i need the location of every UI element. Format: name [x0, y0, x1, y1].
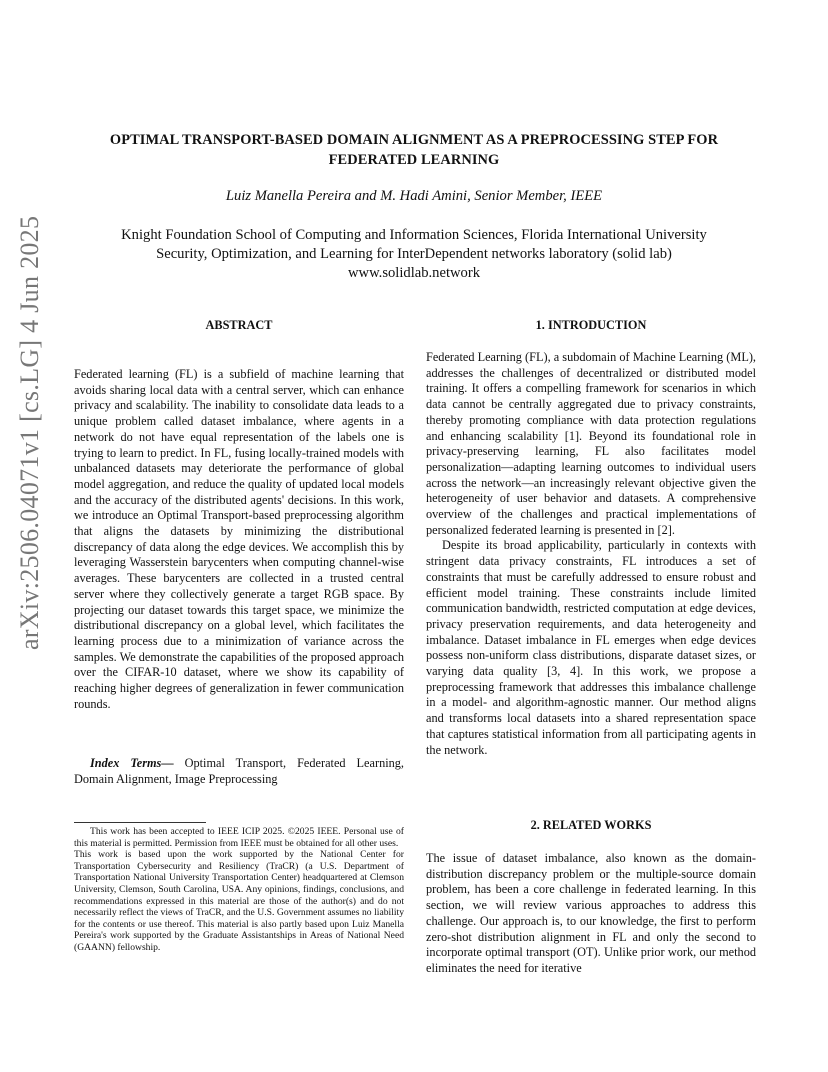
index-terms [74, 756, 404, 787]
footnote-funding: This work is based upon the work supported by the National Center for Transportation Cybersecurity and Resiliency (TraCR) (a U.S. Department of Transportation National University Transportation Center) headquartered at Clemson University, Clemson, South Carolina, USA. Any opinions, findings, conclusions, and recommendations expressed in this material are those of the author(s) and do not necessarily reflect the views of TraCR, and the U.S. Government assumes no liability for the contents or use thereof. This material is also partly based upon Luiz Manella Pereira's work supported by the Graduate Assistantships in Areas of National Need (GAANN) fellowship. [74, 849, 404, 953]
title-line-2: FEDERATED LEARNING [328, 152, 500, 168]
introduction-heading: 1. INTRODUCTION [535, 318, 647, 332]
arxiv-sidebar-stamp: arXiv:2506.04071v1 [cs.LG] 4 Jun 2025 [15, 215, 44, 650]
affiliation [40, 226, 788, 283]
affiliation-line-2: Security, Optimization, and Learning for InterDependent networks laboratory (solid lab) [156, 246, 672, 262]
introduction-paragraph-1: Federated Learning (FL), a subdomain of Machine Learning (ML), addresses the challenges of decentralized or distributed model training. It offers a compelling framework for scenarios in which data cannot be centrally aggregated due to privacy constraints, thereby promoting compliance with data protection regulations and enhancing scalability [1]. Beyond its foundational role in privacy-preserving learning, FL also facilitates model personalization—adapting learning outcomes to individual users across the network—an increasingly relevant objective given the heterogeneity of user behavior and datasets. A comprehensive overview of the challenges and practical implementations of personalized federated learning is presented in [2]. [426, 350, 756, 537]
affiliation-line-1: Knight Foundation School of Computing and Information Sciences, Florida International University [121, 227, 707, 243]
introduction-body [426, 350, 756, 758]
abstract-heading: ABSTRACT [205, 318, 273, 332]
affiliation-website: www.solidlab.network [348, 265, 480, 281]
footnote-divider [74, 822, 206, 823]
introduction-paragraph-2: Despite its broad applicability, particularly in contexts with stringent data privacy constraints, FL introduces a set of constraints that must be carefully addressed to ensure robust and efficient model training. These constraints include limited communication bandwidth, restricted computation at edge devices, privacy preservation requirements, and data heterogeneity and imbalance. Dataset imbalance in FL emerges when edge devices possess non-uniform class distributions, disparate dataset sizes, or varying data quality [3, 4]. In this work, we propose a preprocessing framework that addresses this imbalance challenge in a model- and algorithm-agnostic manner. Our method aligns and transforms local datasets into a shared representation space that captures statistical information from all participating agents in the network. [426, 538, 756, 757]
footnote-copyright: This work has been accepted to IEEE ICIP 2025. ©2025 IEEE. Personal use of this material is permitted. Permission from IEEE must be obtained for all other uses. [74, 826, 404, 849]
index-terms-label: Index Terms— [90, 756, 174, 770]
paper-title [40, 130, 788, 170]
index-terms-list: Optimal Transport, Federated Learning, Domain Alignment, Image Preprocessing [74, 756, 405, 786]
related-works-heading: 2. RELATED WORKS [530, 818, 652, 832]
title-line-1: OPTIMAL TRANSPORT-BASED DOMAIN ALIGNMENT AS A PREPROCESSING STEP FOR [109, 132, 719, 148]
abstract-body: Federated learning (FL) is a subfield of machine learning that avoids sharing local data with a central server, which can enhance privacy and scalability. The inability to consolidate data leads to a unique problem called dataset imbalance, where agents in a network do not have equal representation of the labels one is trying to learn to predict. In FL, fusing locally-trained models with unbalanced datasets may deteriorate the performance of global model aggregation, and reduce the quality of updated local models and the accuracy of the distributed agents' decisions. In this work, we introduce an Optimal Transport-based preprocessing algorithm that aligns the datasets by minimizing the distributional discrepancy of data along the edge devices. We accomplish this by leveraging Wasserstein barycenters when computing channel-wise averages. These barycenters are collected in a trusted central server where they collectively generate a target RGB space. By projecting our dataset towards this target space, we minimize the distributional discrepancy on a global level, which facilitates the learning process due to a minimization of variance across the samples. We demonstrate the capabilities of the proposed approach over the CIFAR-10 dataset, where we show its capability of reaching higher degrees of generalization in fewer communication rounds. [74, 367, 404, 711]
author-list: Luiz Manella Pereira and M. Hadi Amini, Senior Member, IEEE [225, 188, 603, 204]
related-works-paragraph-1: The issue of dataset imbalance, also known as the domain-distribution discrepancy problem or the multiple-source domain problem, has been a core challenge in federated learning. In this section, we will review various approaches to address this challenge. Our approach is, to our knowledge, the first to perform zero-shot distribution alignment in FL and only the second to incorporate optimal transport (OT). Unlike prior work, our method eliminates the need for iterative [426, 851, 756, 975]
footnotes [74, 826, 404, 954]
